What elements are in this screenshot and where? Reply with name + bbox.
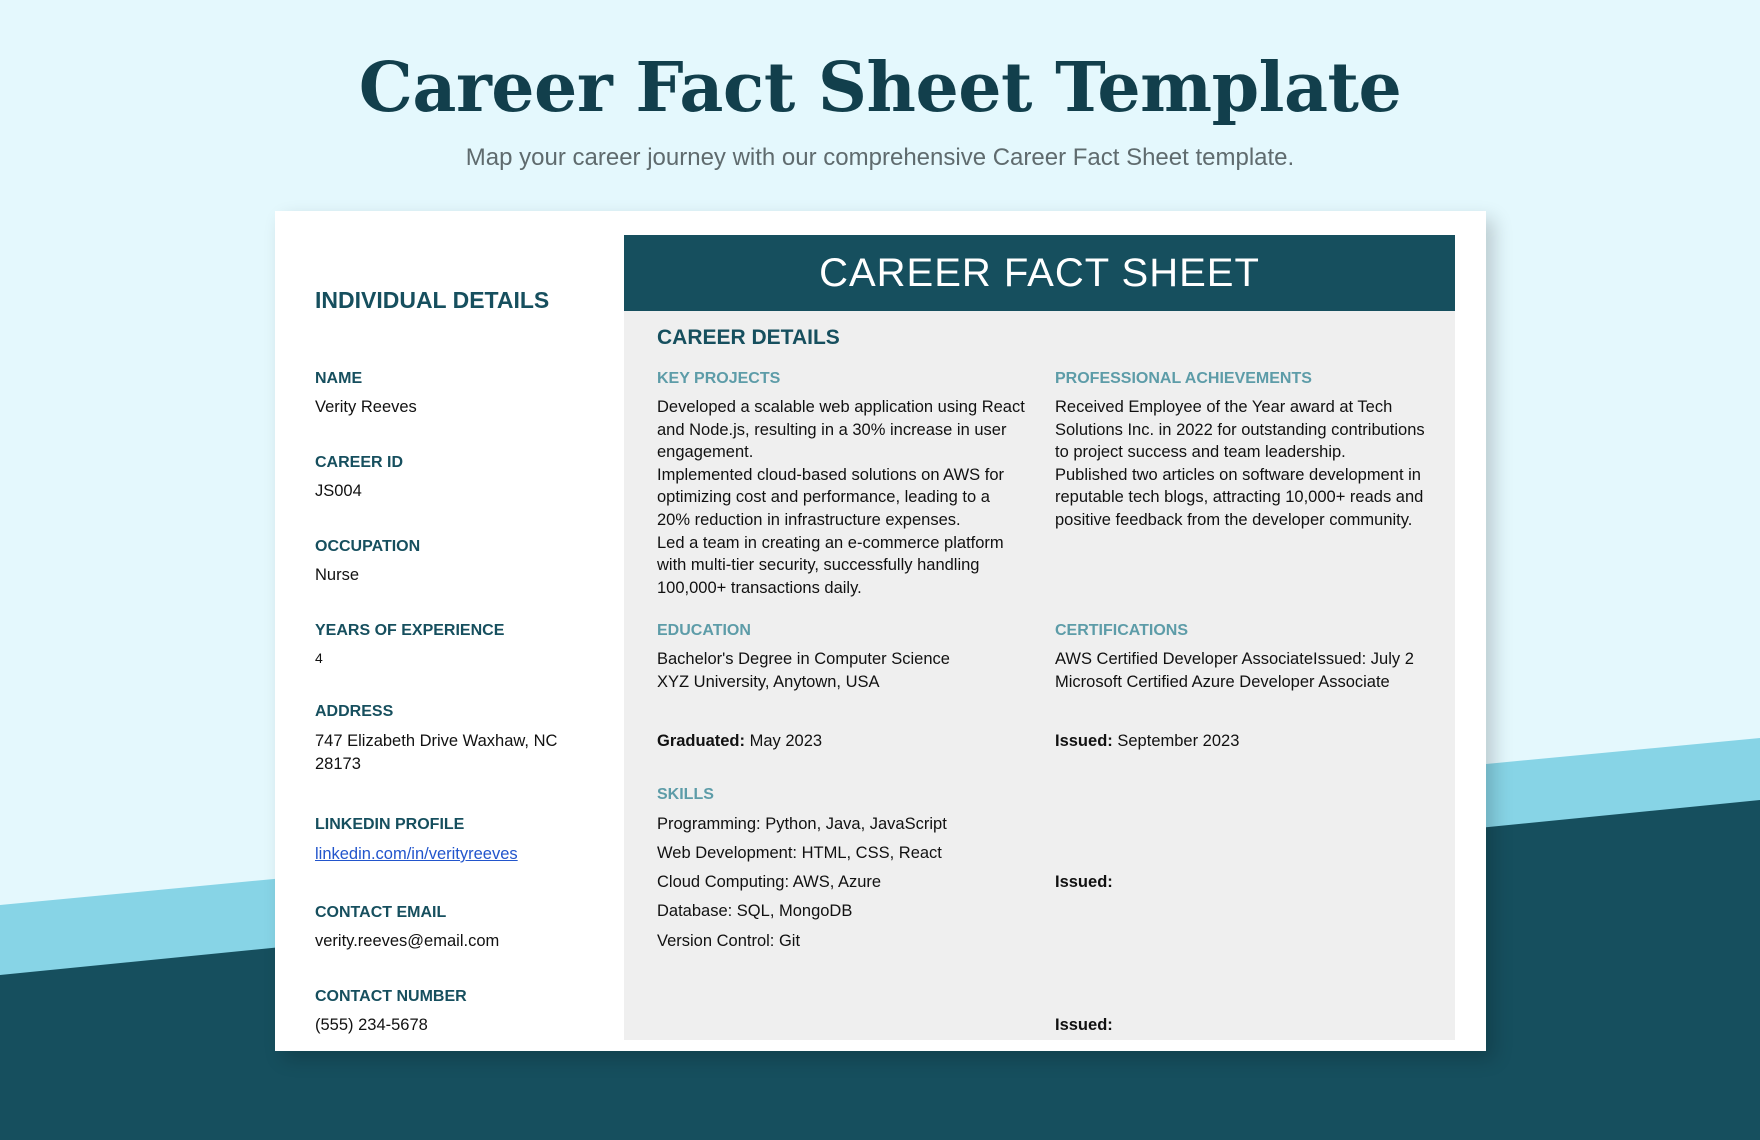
field-label: NAME: [315, 370, 363, 387]
issued-line: [1055, 730, 1239, 753]
field-value: 747 Elizabeth Drive Waxhaw, NC 28173: [315, 732, 558, 773]
field-label: YEARS OF EXPERIENCE: [315, 622, 505, 639]
field-value: JS004: [315, 482, 362, 500]
certification-line: Microsoft Certified Azure Developer Associate: [1055, 673, 1390, 691]
education-label: EDUCATION: [657, 622, 751, 639]
page-subtitle: Map your career journey with our comprehensive Career Fact Sheet template.: [465, 144, 1295, 171]
achievements-text: Received Employee of the Year award at Tech Solutions Inc. in 2022 for outstanding contributions to project success and team leadership. Published two articles on software development in reputable tech blogs, attracting 10,000+ reads and positive feedback from the developer community.: [1055, 398, 1425, 529]
skill-item: Version Control: Git: [657, 932, 801, 950]
field-value: 4: [315, 650, 323, 666]
skill-item: Cloud Computing: AWS, Azure: [657, 873, 882, 891]
graduated-line: [657, 730, 822, 753]
education-line: Bachelor's Degree in Computer Science: [657, 650, 950, 668]
issued-value: September 2023: [1117, 732, 1240, 750]
achievements-label: PROFESSIONAL ACHIEVEMENTS: [1055, 370, 1312, 387]
field-label: OCCUPATION: [315, 538, 421, 555]
linkedin-link[interactable]: linkedin.com/in/verityreeves: [315, 845, 518, 863]
certifications-label: CERTIFICATIONS: [1055, 622, 1189, 639]
key-projects-label: KEY PROJECTS: [657, 370, 781, 387]
individual-heading: INDIVIDUAL DETAILS: [315, 287, 550, 313]
field-label: LINKEDIN PROFILE: [315, 816, 465, 833]
field-label: CONTACT EMAIL: [315, 904, 447, 921]
education-line: XYZ University, Anytown, USA: [657, 673, 880, 691]
skills-label: SKILLS: [657, 786, 714, 803]
skill-item: Database: SQL, MongoDB: [657, 902, 853, 920]
certification-line: AWS Certified Developer AssociateIssued: July 2: [1055, 650, 1414, 668]
field-label: CONTACT NUMBER: [315, 988, 467, 1005]
page-title: Career Fact Sheet Template: [358, 48, 1402, 128]
graduated-value: May 2023: [749, 732, 823, 750]
field-value: (555) 234-5678: [315, 1016, 428, 1034]
sheet-banner: CAREER FACT SHEET: [624, 235, 1455, 311]
issued-label: Issued:: [1055, 732, 1113, 750]
field-value: Verity Reeves: [315, 398, 417, 416]
graduated-label: Graduated:: [657, 732, 746, 750]
career-heading: CAREER DETAILS: [657, 326, 840, 349]
issued-label: Issued:: [1055, 1016, 1113, 1034]
skill-item: Programming: Python, Java, JavaScript: [657, 815, 947, 833]
issued-label: Issued:: [1055, 873, 1113, 891]
field-value: Nurse: [315, 566, 360, 584]
field-label: CAREER ID: [315, 454, 404, 471]
key-projects-text: Developed a scalable web application using React and Node.js, resulting in a 30% increase in user engagement. Implemented cloud-based solutions on AWS for optimizing cost and performance, leading to a 20% reduction in infrastructure expenses. Led a team in creating an e-commerce platform with multi-tier security, successfully handling 100,000+ transactions daily.: [657, 398, 1025, 597]
field-label: ADDRESS: [315, 703, 394, 720]
field-value: verity.reeves@email.com: [315, 932, 500, 950]
skill-item: Web Development: HTML, CSS, React: [657, 844, 942, 862]
